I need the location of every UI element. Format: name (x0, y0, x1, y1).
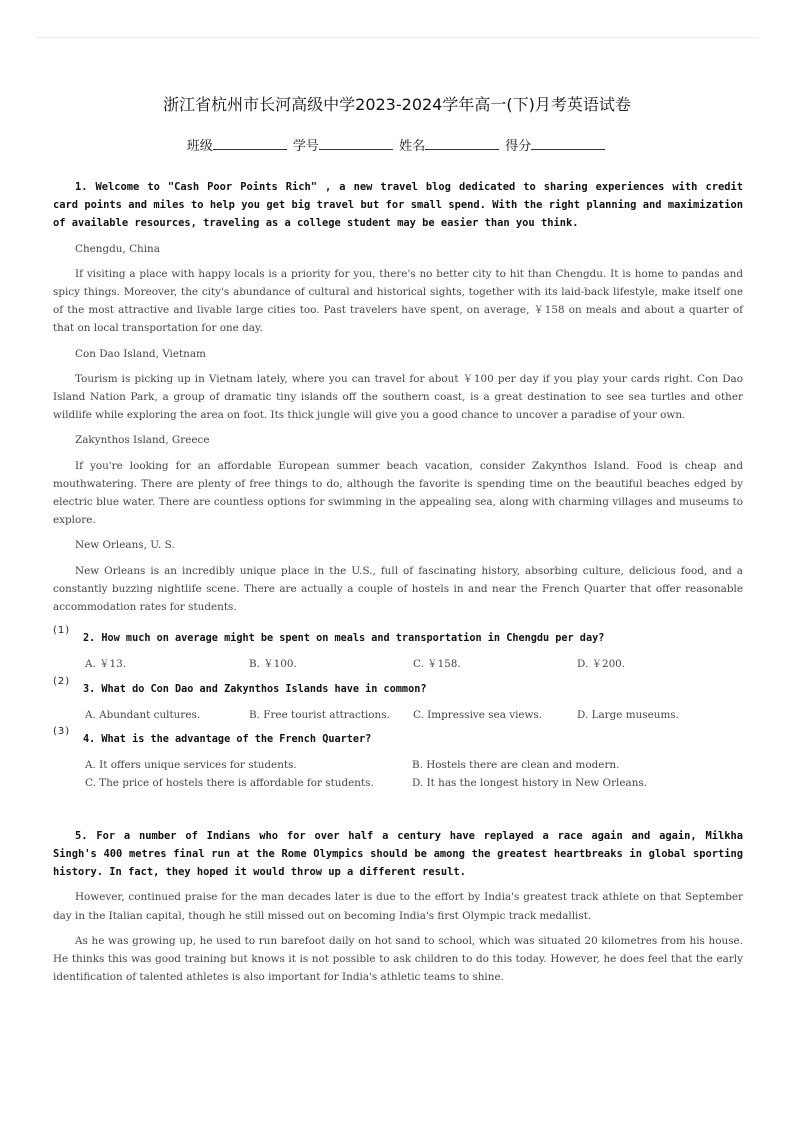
score-blank[interactable] (531, 137, 605, 150)
passage2-paragraph: However, continued praise for the man decades later is due to the effort by India's greatest track athlete on that September day in the Italian capital, though he still missed out on becoming India's first Olympic track medallist. (53, 891, 743, 922)
passage2-paragraph: As he was growing up, he used to run barefoot daily on hot sand to school, which was situated 20 kilometres from his house. He thinks this was good training but knows it is not possible to ask children to do this today. However, he does feel that the early identification of talented athletes is also important for India's athletic teams to shine. (53, 934, 743, 984)
section-text-chengdu: If visiting a place with happy locals is a priority for you, there's no better city to hit than Chengdu. It is home to pandas and spicy things. Moreover, the city's abundance of cultural and historical sights, together with its laid-back lifestyle, make itself one of the most attractive and livable large cities too. Past travelers have spent, on average, ￥158 on meals and about a quarter of that on local transportation for one day. (53, 267, 743, 335)
option-d[interactable]: D. It has the longest history in New Orleans. (412, 777, 648, 790)
exam-title: 浙江省杭州市长河高级中学2023-2024学年高一(下)月考英语试卷 (163, 95, 631, 114)
question-text: 4. What is the advantage of the French Quarter? (83, 734, 372, 746)
option-d[interactable]: D. ￥200. (577, 658, 626, 671)
passage2-intro: 5. For a number of Indians who for over half a century have replayed a race again and again, Milkha Singh's 400 metres final run at the Rome Olympics should be among the greatest heartbreaks in global sporting history. In fact, they hoped it would throw up a different result. (53, 829, 743, 879)
section-text-zakynthos: If you're looking for an affordable European summer beach vacation, consider Zakynthos Island. Food is cheap and mouthwatering. There are plenty of free things to do, although the favorite is spending time on the beautiful beaches edged by electric blue water. There are countless options for swimming in the appealing sea, along with charming villages and museums to explore. (53, 459, 743, 527)
class-label: 班级 (186, 139, 213, 154)
name-label: 姓名 (399, 139, 426, 154)
option-c[interactable]: C. ￥158. (413, 658, 461, 671)
section-text-new-orleans: New Orleans is an incredibly unique place in the U.S., full of fascinating history, absorbing culture, delicious food, and a constantly buzzing nightlife scene. There are actually a couple of hostels in and near the French Quarter that offer reasonable accommodation rates for students. (53, 564, 743, 614)
option-c[interactable]: C. The price of hostels there is affordable for students. (85, 777, 374, 790)
option-d[interactable]: D. Large museums. (577, 708, 679, 721)
top-rule (36, 37, 758, 38)
question-number: (2) (53, 675, 71, 687)
question-3 (53, 726, 743, 793)
question-text: 2. How much on average might be spent on meals and transportation in Chengdu per day? (83, 633, 605, 645)
question-number: (1) (53, 625, 71, 637)
section-text-con-dao: Tourism is picking up in Vietnam lately, where you can travel for about ￥100 per day if you play your cards right. Con Dao Island Nation Park, a group of dramatic tiny islands off the southern coast, is a great destination to see sea turtles and other wildlife while exploring the area on foot. Its thick jungle will give you a good chance to uncover a paradise of your own. (53, 372, 743, 422)
section-heading-new-orleans: New Orleans, U. S. (75, 539, 175, 552)
student-number-label: 学号 (292, 139, 319, 154)
question-number: (3) (53, 726, 71, 738)
student-number-blank[interactable] (319, 137, 393, 150)
question-text: 3. What do Con Dao and Zakynthos Islands have in common? (83, 683, 427, 695)
score-label: 得分 (505, 139, 532, 154)
question-2 (53, 675, 743, 724)
section-heading-zakynthos: Zakynthos Island, Greece (75, 434, 210, 447)
option-a[interactable]: A. Abundant cultures. (85, 708, 201, 721)
option-c[interactable]: C. Impressive sea views. (413, 708, 543, 721)
option-b[interactable]: B. Hostels there are clean and modern. (412, 759, 620, 772)
exam-body (53, 178, 743, 986)
section-heading-chengdu: Chengdu, China (75, 242, 160, 255)
option-b[interactable]: B. Free tourist attractions. (249, 708, 390, 721)
option-a[interactable]: A. It offers unique services for students. (85, 759, 297, 772)
class-blank[interactable] (213, 137, 287, 150)
question-1 (53, 625, 743, 673)
section-heading-con-dao: Con Dao Island, Vietnam (75, 347, 206, 360)
student-info-line (0, 135, 794, 154)
name-blank[interactable] (425, 137, 499, 150)
option-a[interactable]: A. ￥13. (85, 658, 127, 671)
passage1-intro: 1. Welcome to "Cash Poor Points Rich" , a new travel blog dedicated to sharing experiences with credit card points and miles to help you get big travel but for small spend. With the right planning and maximization of available resources, traveling as a college student may be easier than you think. (53, 181, 743, 230)
option-b[interactable]: B. ￥100. (249, 658, 297, 671)
